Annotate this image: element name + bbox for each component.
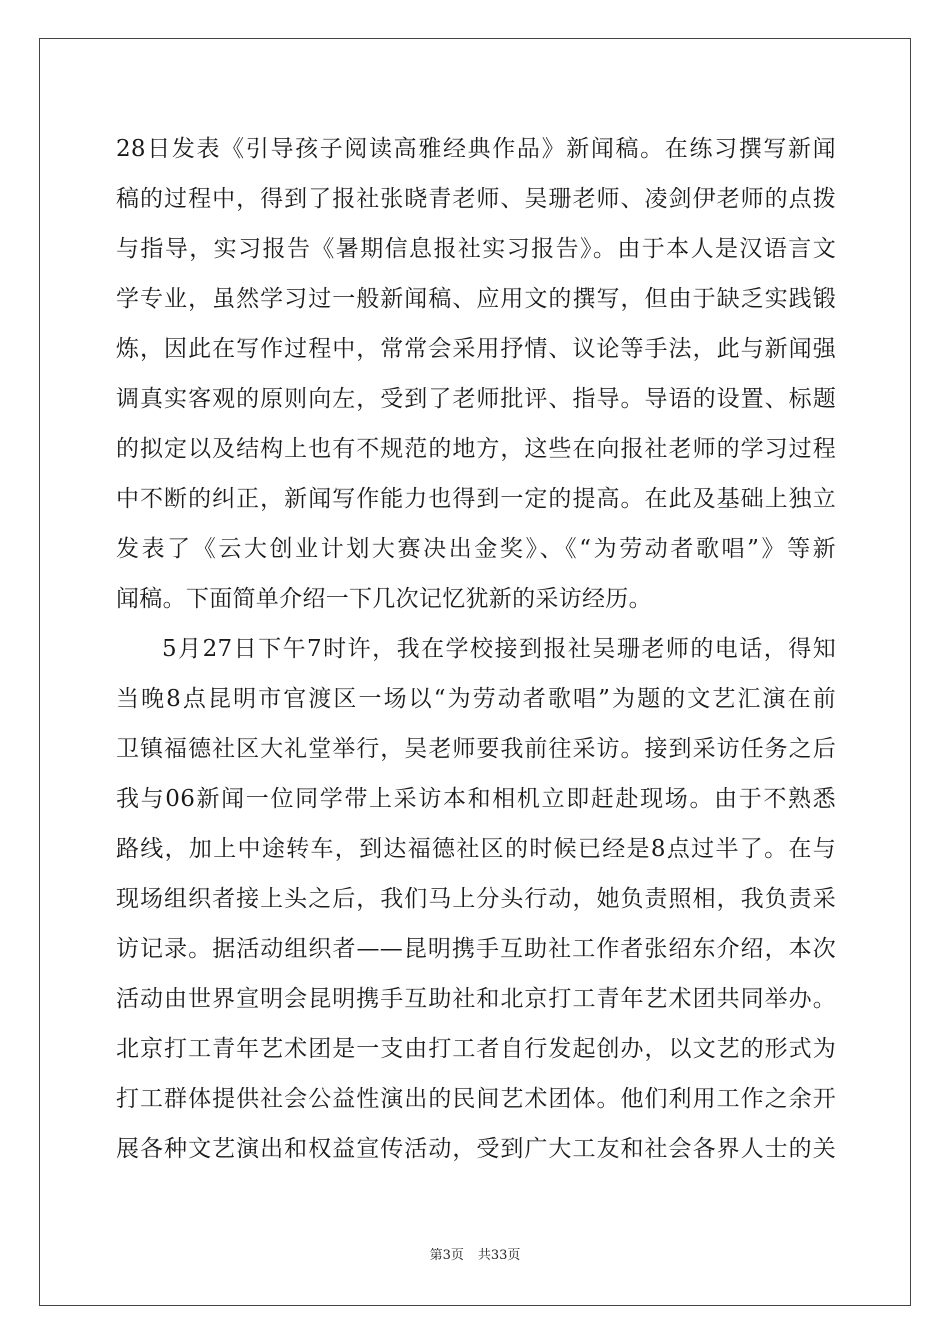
paragraph-2 <box>116 624 836 1174</box>
text-line: 闻稿。下面简单介绍一下几次记忆犹新的采访经历。 <box>116 586 652 612</box>
text-line: 卫镇福德社区大礼堂举行，吴老师要我前往采访。接到采访任务之后 <box>116 736 836 762</box>
text-line: 我与06新闻一位同学带上采访本和相机立即赶赴现场。由于不熟悉 <box>116 786 836 812</box>
page-number: 第3页 <box>429 1248 464 1263</box>
page-footer <box>0 1244 950 1263</box>
text-line: 北京打工青年艺术团是一支由打工者自行发起创办，以文艺的形式为 <box>116 1036 836 1062</box>
text-line: 当晚8点昆明市官渡区一场以“为劳动者歌唱”为题的文艺汇演在前 <box>116 686 836 712</box>
text-line: 发表了《云大创业计划大赛决出金奖》、《“为劳动者歌唱”》等新 <box>116 536 836 562</box>
text-line: 活动由世界宣明会昆明携手互助社和北京打工青年艺术团共同举办。 <box>116 986 836 1012</box>
text-line: 现场组织者接上头之后，我们马上分头行动，她负责照相，我负责采 <box>116 886 836 912</box>
text-line: 调真实客观的原则向左，受到了老师批评、指导。导语的设置、标题 <box>116 386 836 412</box>
text-line: 与指导，实习报告《暑期信息报社实习报告》。由于本人是汉语言文 <box>116 236 836 262</box>
text-line: 访记录。据活动组织者——昆明携手互助社工作者张绍东介绍，本次 <box>116 936 836 962</box>
text-line: 炼，因此在写作过程中，常常会采用抒情、议论等手法，此与新闻强 <box>116 336 836 362</box>
text-line: 5月27日下午7时许，我在学校接到报社吴珊老师的电话，得知 <box>162 636 836 662</box>
text-line: 路线，加上中途转车，到达福德社区的时候已经是8点过半了。在与 <box>116 836 836 862</box>
text-line: 稿的过程中，得到了报社张晓青老师、吴珊老师、凌剑伊老师的点拨 <box>116 186 836 212</box>
text-line: 中不断的纠正，新闻写作能力也得到一定的提高。在此及基础上独立 <box>116 486 836 512</box>
text-line: 展各种文艺演出和权益宣传活动，受到广大工友和社会各界人士的关 <box>116 1136 836 1162</box>
page-total: 共33页 <box>477 1248 521 1263</box>
document-body <box>116 124 836 1174</box>
text-line: 的拟定以及结构上也有不规范的地方，这些在向报社老师的学习过程 <box>116 436 836 462</box>
text-line: 打工群体提供社会公益性演出的民间艺术团体。他们利用工作之余开 <box>116 1086 836 1112</box>
text-line: 学专业，虽然学习过一般新闻稿、应用文的撰写，但由于缺乏实践锻 <box>116 286 836 312</box>
paragraph-1 <box>116 124 836 624</box>
text-line: 28日发表《引导孩子阅读高雅经典作品》新闻稿。在练习撰写新闻 <box>116 136 836 162</box>
